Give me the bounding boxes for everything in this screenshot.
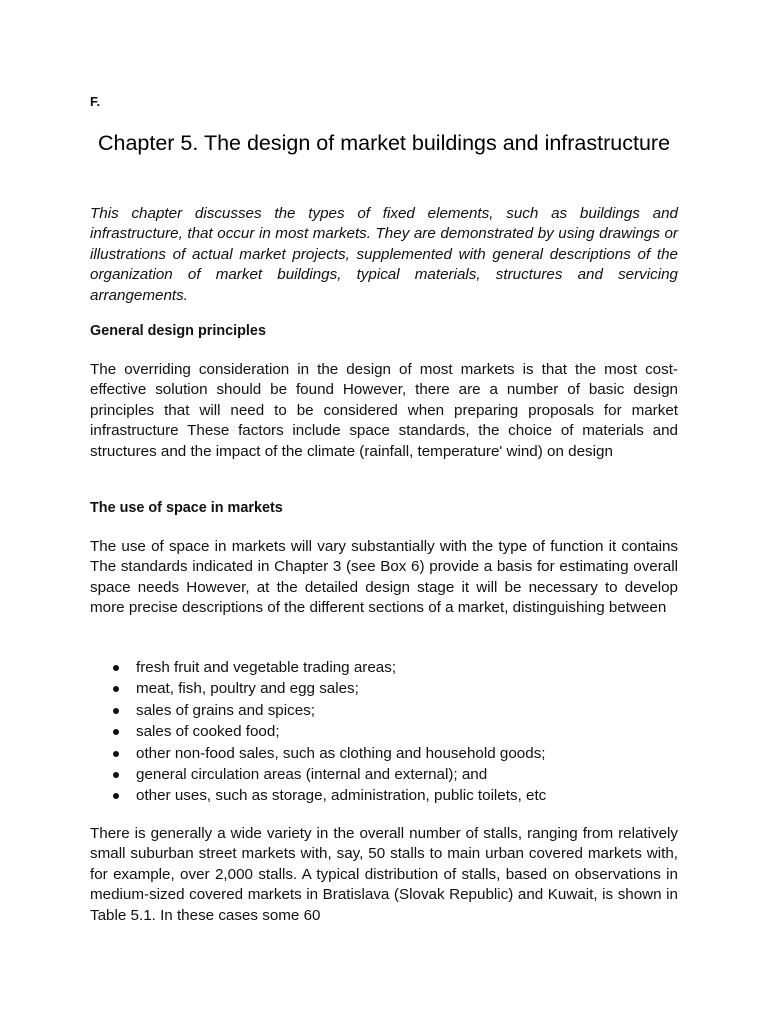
list-item-text: fresh fruit and vegetable trading areas; (136, 659, 397, 676)
section-heading-design-principles: General design principles (90, 323, 266, 339)
list-item-text: sales of cooked food; (136, 723, 280, 741)
list-item (113, 700, 678, 721)
list-item (113, 678, 678, 699)
chapter-intro: This chapter discusses the types of fixed elements, such as buildings and infrastructure, that occur in most markets. They are demonstrated by using drawings or illustrations of actual market projects, supplemented with general descriptions of the organization of market buildings, typical materials, structures and servicing arrangements. (90, 205, 678, 304)
bullet-icon (113, 772, 119, 778)
list-item-text: sales of grains and spices; (136, 701, 315, 719)
list-item (113, 657, 678, 678)
bullet-icon (113, 793, 119, 799)
section-heading-use-of-space: The use of space in markets (90, 500, 283, 516)
bullet-icon (113, 686, 119, 692)
bullet-icon (113, 751, 119, 757)
paragraph-design-principles: The overriding consideration in the design of most markets is that the most cost-effective solution should be found However, there are a number of basic design principles that will need to be considered when preparing proposals for market infrastructure These factors include space standards, the choice of materials and structures and the impact of the climate (rainfall, temperature' wind) on design (90, 361, 678, 460)
market-sections-list (113, 657, 678, 807)
list-item (113, 721, 678, 742)
bullet-icon (113, 665, 119, 671)
paragraph-use-of-space: The use of space in markets will vary substantially with the type of function it contains The standards indicated in Chapter 3 (see Box 6) provide a basis for estimating overall space needs However, at the detailed design stage it will be necessary to develop more precise descriptions of the different sections of a market, distinguishing between (90, 538, 678, 617)
bullet-icon (113, 708, 119, 714)
list-item (113, 743, 678, 764)
list-item (113, 785, 678, 806)
chapter-title: Chapter 5. The design of market buildings and infrastructure (97, 131, 671, 155)
section-letter: F. (90, 94, 101, 109)
list-item-text: general circulation areas (internal and external); and (136, 766, 488, 784)
list-item-text: other non-food sales, such as clothing and household goods; (136, 744, 546, 762)
list-item-text: meat, fish, poultry and egg sales; (136, 680, 359, 698)
bullet-icon (113, 729, 119, 735)
list-item-text: other uses, such as storage, administration, public toilets, etc (136, 787, 547, 805)
paragraph-stall-distribution: There is generally a wide variety in the overall number of stalls, ranging from relatively small suburban street markets with, say, 50 stalls to main urban covered markets with, for example, over 2,000 stalls. A typical distribution of stalls, based on observations in medium-sized covered markets in Bratislava (Slovak Republic) and Kuwait, is shown in Table 5.1. In these cases some 60 (90, 825, 678, 924)
list-item (113, 764, 678, 785)
